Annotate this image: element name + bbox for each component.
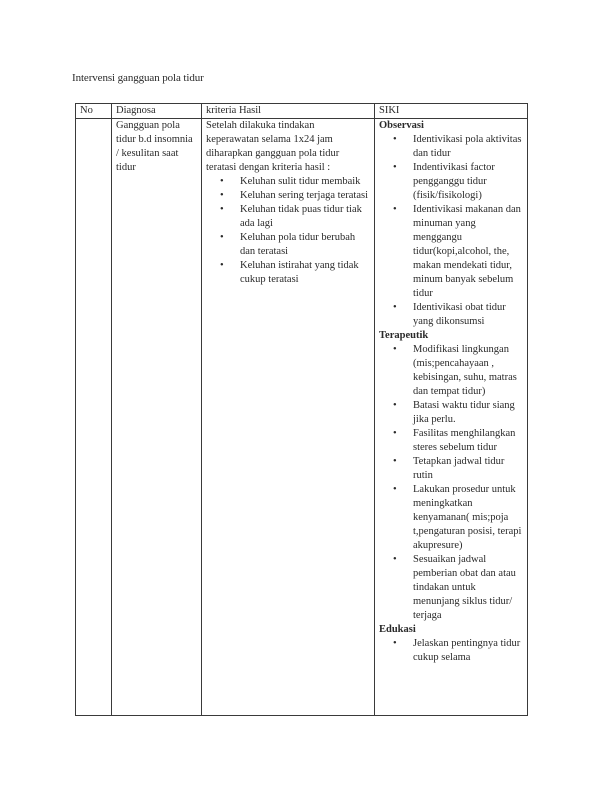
edukasi-list xyxy=(379,637,523,665)
siki-item: • Identivikasi makanan dan minuman yang menggangu tidur(kopi,alcohol, the, makan mendekati tidur, minum banyak sebelum tidur xyxy=(403,203,523,301)
cell-kriteria-hasil xyxy=(202,119,375,716)
header-siki: SIKI xyxy=(375,104,528,119)
siki-item: • Tetapkan jadwal tidur rutin xyxy=(403,455,523,483)
observasi-list xyxy=(379,133,523,329)
kriteria-list xyxy=(206,175,370,287)
kriteria-item: • Keluhan sulit tidur membaik xyxy=(230,175,370,189)
kriteria-item: • Keluhan sering terjaga teratasi xyxy=(230,189,370,203)
siki-item: • Lakukan prosedur untuk meningkatkan kenyamanan( mis;poja t,pengaturan posisi, terapi akupresure) xyxy=(403,483,523,553)
siki-section-observasi: Observasi xyxy=(379,120,424,131)
header-kriteria-hasil: kriteria Hasil xyxy=(202,104,375,119)
document-title: Intervensi gangguan pola tidur xyxy=(72,72,204,84)
header-no: No xyxy=(76,104,112,119)
siki-item: • Modifikasi lingkungan (mis;pencahayaan , kebisingan, suhu, matras dan tempat tidur) xyxy=(403,343,523,399)
kriteria-item: • Keluhan pola tidur berubah dan teratasi xyxy=(230,231,370,259)
intervention-table xyxy=(75,103,528,716)
header-diagnosa: Diagnosa xyxy=(112,104,202,119)
siki-item: • Identivikasi pola aktivitas dan tidur xyxy=(403,133,523,161)
siki-item: • Batasi waktu tidur siang jika perlu. xyxy=(403,399,523,427)
terapeutik-list xyxy=(379,343,523,623)
cell-no xyxy=(76,119,112,716)
siki-item: • Sesuaikan jadwal pemberian obat dan atau tindakan untuk menunjang siklus tidur/ terjaga xyxy=(403,553,523,623)
siki-item: • Indentivikasi factor pengganggu tidur (fisik/fisikologi) xyxy=(403,161,523,203)
siki-item: • Fasilitas menghilangkan steres sebelum tidur xyxy=(403,427,523,455)
table-row xyxy=(76,119,528,716)
kriteria-item: • Keluhan istirahat yang tidak cukup teratasi xyxy=(230,259,370,287)
siki-item: • Identivikasi obat tidur yang dikonsumsi xyxy=(403,301,523,329)
cell-siki xyxy=(375,119,528,716)
kriteria-intro: Setelah dilakuka tindakan keperawatan selama 1x24 jam diharapkan gangguan pola tidur teratasi dengan kriteria hasil : xyxy=(206,120,340,173)
siki-item: • Jelaskan pentingnya tidur cukup selama xyxy=(403,637,523,665)
kriteria-item: • Keluhan tidak puas tidur tiak ada lagi xyxy=(230,203,370,231)
cell-diagnosa: Gangguan pola tidur b.d insomnia / kesulitan saat tidur xyxy=(112,119,202,716)
siki-section-edukasi: Edukasi xyxy=(379,624,416,635)
table-header-row xyxy=(76,104,528,119)
siki-section-terapeutik: Terapeutik xyxy=(379,330,429,341)
